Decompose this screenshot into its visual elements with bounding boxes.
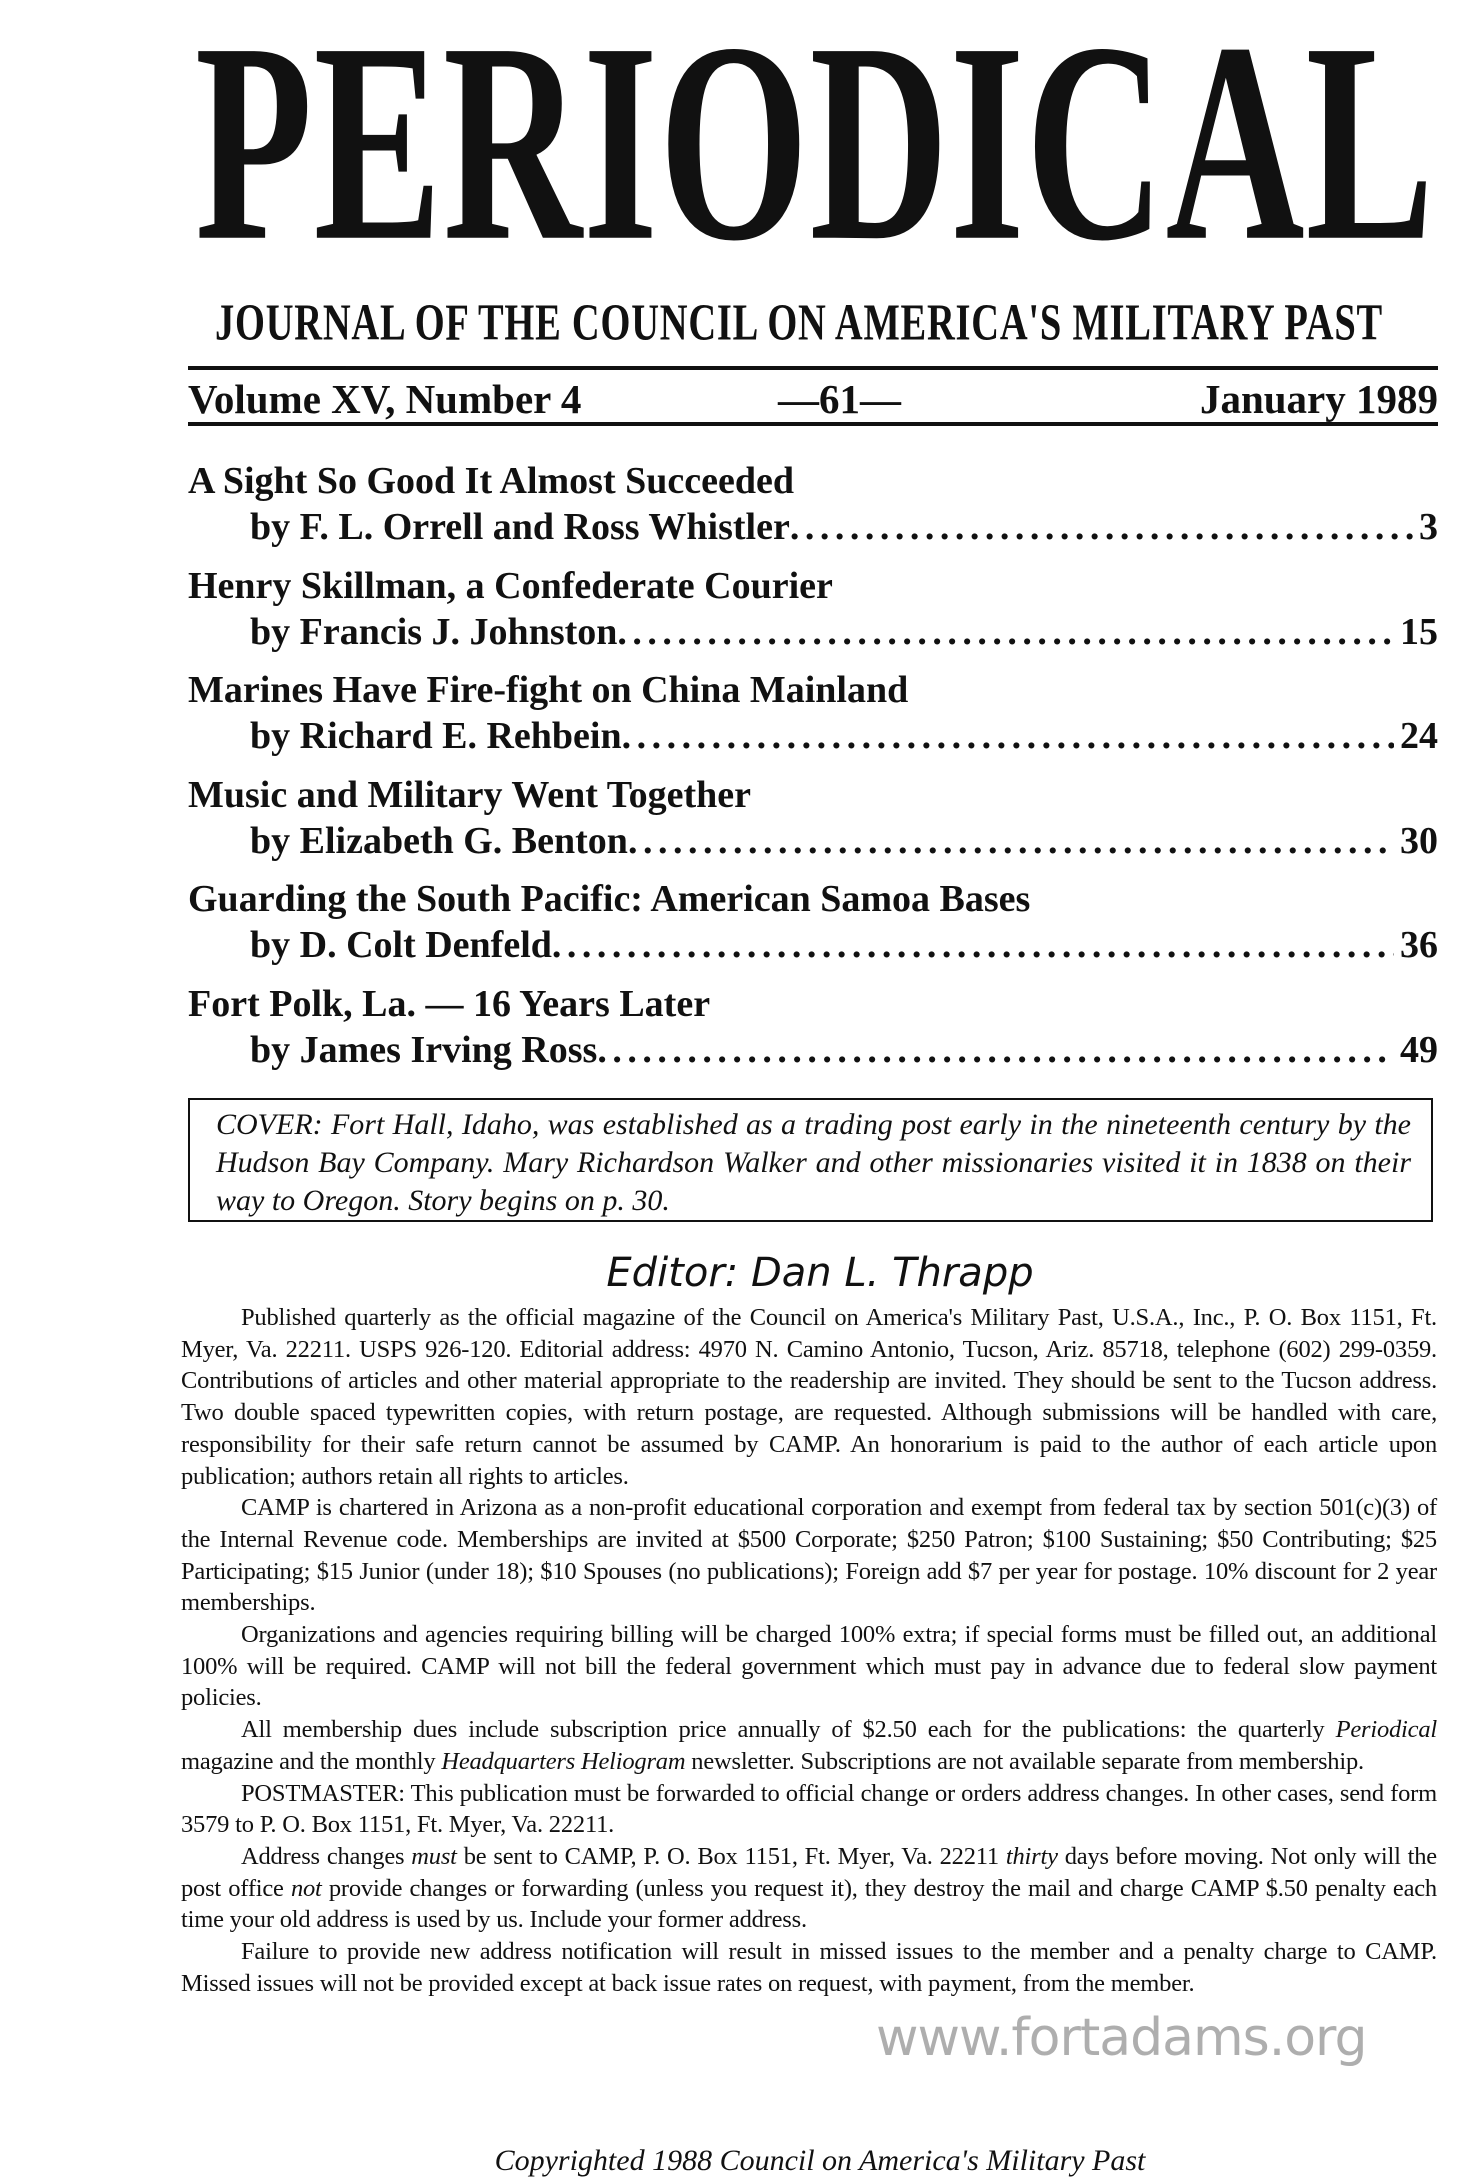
article-page: 15 — [1400, 610, 1438, 653]
emphasis-text: Periodical — [1335, 1716, 1437, 1744]
paragraph-text: magazine and the monthly — [181, 1747, 442, 1775]
issue-volume: Volume XV, Number 4 — [188, 376, 582, 422]
body-paragraph — [181, 1778, 1437, 1841]
article-byline: by James Irving Ross — [250, 1028, 598, 1071]
article-title: Henry Skillman, a Confederate Courier — [188, 564, 833, 607]
article-byline: by Richard E. Rehbein — [250, 715, 622, 757]
paragraph-text: Organizations and agencies requiring billing will be charged 100% extra; if special forms must be filled out, an additional 100% will be required. CAMP will not bill the federal government which must pay in advance due to federal slow payment policies. — [181, 1621, 1437, 1712]
body-paragraph — [181, 1492, 1437, 1619]
paragraph-text: be sent to CAMP, P. O. Box 1151, Ft. Myer, Va. 22211 — [456, 1842, 1006, 1870]
divider-bottom — [188, 422, 1438, 426]
dot-leader — [790, 504, 1413, 550]
toc-entry — [188, 563, 1438, 655]
emphasis-text: not — [290, 1874, 322, 1902]
dot-leader — [552, 922, 1394, 968]
paragraph-text: days before moving. Not only will the post office — [181, 1842, 1437, 1902]
copyright-notice: Copyrighted 1988 Council on America's Military Past — [494, 2144, 1146, 2177]
issue-line — [188, 376, 1438, 422]
article-page: 3 — [1419, 506, 1438, 548]
paragraph-text: provide changes or forwarding (unless you request it), they destroy the mail and charge CAMP $.50 penalty each time your old address is used by us. Include your former address. — [181, 1874, 1437, 1934]
dot-leader — [628, 818, 1394, 864]
article-page: 49 — [1400, 1028, 1438, 1071]
emphasis-text: Headquarters Heliogram — [441, 1747, 686, 1775]
article-byline: by Francis J. Johnston — [250, 610, 618, 653]
article-title: Fort Polk, La. — 16 Years Later — [188, 982, 711, 1025]
article-title: A Sight So Good It Almost Succeeded — [188, 460, 794, 502]
article-title: Music and Military Went Together — [188, 773, 751, 816]
paragraph-text: CAMP is chartered in Arizona as a non-profit educational corporation and exempt from federal tax by section 501(c)(3) of the Internal Revenue code. Memberships are invited at $500 Corporate; $250 Patron; $100 Sustaining; $50 Contributing; $25 Participating; $15 Junior (under 18); $10 Spouses (no publications); Foreign add $7 per year for postage. 10% discount for 2 year memberships. — [181, 1494, 1437, 1617]
issue-page-number: —61— — [778, 376, 901, 422]
toc-entry — [188, 458, 1438, 550]
issue-date: January 1989 — [1199, 376, 1438, 422]
body-paragraph — [181, 1302, 1437, 1492]
paragraph-text: Failure to provide new address notification will result in missed issues to the member and a penalty charge to CAMP. Missed issues will not be provided except at back issue rates on request, with payment, from the member. — [181, 1938, 1437, 1997]
publication-info — [181, 1302, 1437, 1999]
dot-leader — [617, 609, 1394, 655]
toc-entry — [188, 981, 1438, 1073]
article-page: 30 — [1400, 819, 1438, 862]
dot-leader — [622, 713, 1394, 759]
paragraph-text: POSTMASTER: This publication must be forwarded to official change or orders address changes. In other cases, send form 3579 to P. O. Box 1151, Ft. Myer, Va. 22211. — [181, 1779, 1437, 1839]
dot-leader — [597, 1027, 1394, 1073]
cover-note-box — [188, 1098, 1433, 1222]
paragraph-text: Address changes — [241, 1842, 412, 1870]
editor-credit: Editor: Dan L. Thrapp — [606, 1250, 1034, 1296]
paragraph-text: All membership dues include subscription price annually of $2.50 each for the publications: the quarterly — [241, 1716, 1336, 1744]
divider-top — [188, 366, 1438, 370]
article-byline: by F. L. Orrell and Ross Whistler — [250, 506, 790, 548]
article-byline: by Elizabeth G. Benton — [250, 819, 628, 862]
paragraph-text: newsletter. Subscriptions are not available separate from membership. — [685, 1747, 1364, 1775]
article-page: 24 — [1400, 715, 1438, 757]
masthead-title: PERIODICAL — [195, 0, 1435, 300]
emphasis-text: thirty — [1005, 1842, 1058, 1870]
body-paragraph — [181, 1841, 1437, 1936]
body-paragraph — [181, 1619, 1437, 1714]
article-title: Marines Have Fire-fight on China Mainland — [188, 669, 909, 711]
article-byline: by D. Colt Denfeld — [250, 924, 552, 966]
journal-subtitle: JOURNAL OF THE COUNCIL ON AMERICA'S MILITARY PAST — [215, 292, 1383, 352]
toc-entry — [188, 772, 1438, 864]
body-paragraph — [181, 1936, 1437, 1999]
body-paragraph — [181, 1714, 1437, 1777]
toc-entry — [188, 876, 1438, 968]
emphasis-text: must — [411, 1842, 457, 1870]
article-title: Guarding the South Pacific: American Samoa Bases — [188, 878, 1031, 920]
cover-note-text: COVER: Fort Hall, Idaho, was established as a trading post early in the nineteenth century by the Hudson Bay Company. Mary Richardson Walker and other missionaries visited it in 1838 on their way to Oregon. Story begins on p. 30. — [216, 1108, 1411, 1217]
paragraph-text: Published quarterly as the official magazine of the Council on America's Military Past, U.S.A., Inc., P. O. Box 1151, Ft. Myer, Va. 22211. USPS 926-120. Editorial address: 4970 N. Camino Antonio, Tucson, Ariz. 85718, telephone (602) 299-0359. Contributions of articles and other material appropriate to the readership are invited. They should be sent to the Tucson address. Two double spaced typewritten copies, with return postage, are requested. Although submissions will be handled with care, responsibility for their safe return cannot be assumed by CAMP. An honorarium is paid to the author of each article upon publication; authors retain all rights to articles. — [181, 1304, 1437, 1490]
watermark: www.fortadams.org — [876, 2008, 1367, 2068]
article-page: 36 — [1400, 924, 1438, 966]
toc-entry — [188, 667, 1438, 759]
